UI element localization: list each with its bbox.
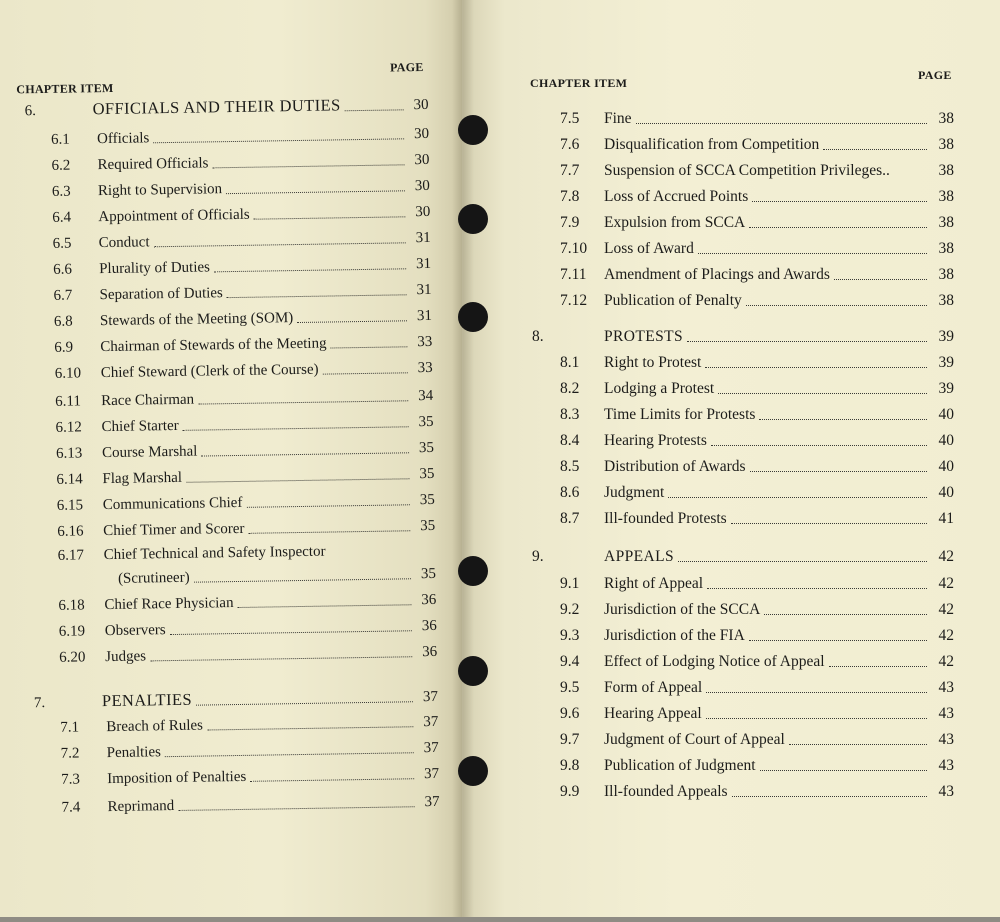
toc-item-number: 7.8	[560, 188, 580, 205]
toc-item-title: Time Limits for Protests	[604, 406, 756, 423]
toc-item-title: Chief Technical and Safety Inspector	[103, 543, 326, 564]
toc-item-title: Effect of Lodging Notice of Appeal	[604, 653, 825, 670]
toc-item-number: 7.12	[560, 292, 588, 309]
toc-row	[560, 601, 954, 619]
leader-dots	[823, 149, 927, 150]
leader-dots	[227, 294, 407, 298]
toc-row	[560, 627, 954, 645]
toc-row	[560, 432, 954, 450]
toc-item-title: Separation of Duties	[99, 285, 223, 304]
toc-item-title: Jurisdiction of the SCCA	[604, 601, 761, 618]
toc-item-number: 6.10	[54, 365, 82, 382]
toc-page-number: 39	[938, 328, 954, 345]
right-header-page: PAGE	[918, 68, 952, 82]
leader-dots	[749, 227, 927, 228]
toc-row	[57, 518, 435, 541]
leader-dots	[707, 588, 927, 589]
leader-dots	[752, 201, 927, 202]
toc-chapter-row	[24, 94, 428, 120]
leader-dots	[201, 452, 409, 456]
toc-page-number: 36	[421, 617, 437, 635]
toc-item-title: Reprimand	[107, 798, 175, 816]
toc-item-number: 9.	[532, 548, 544, 565]
toc-item-title: Right to Protest	[604, 354, 702, 371]
toc-page-number: 40	[938, 432, 954, 449]
toc-item-title: Right to Supervision	[97, 181, 223, 200]
toc-item-title: Communications Chief	[102, 494, 243, 514]
toc-row	[560, 406, 954, 424]
binder-hole	[458, 302, 488, 332]
toc-chapter-row	[532, 548, 954, 566]
toc-row	[55, 360, 433, 383]
toc-row	[51, 126, 429, 149]
toc-page-number: 42	[938, 627, 954, 644]
leader-dots	[731, 523, 927, 524]
toc-item-title: Chief Steward (Clerk of the Course)	[100, 361, 319, 382]
toc-row	[560, 705, 954, 723]
leader-dots	[345, 109, 404, 111]
leader-dots	[250, 778, 414, 782]
toc-item-number: 6.12	[55, 419, 82, 436]
toc-page-number: 43	[938, 731, 954, 748]
toc-page-number: 33	[417, 333, 433, 351]
toc-item-title: Amendment of Placings and Awards	[604, 266, 830, 283]
toc-item-number: 6.17	[57, 547, 85, 564]
toc-item-number: 6.1	[50, 131, 70, 148]
toc-item-number: 7.2	[60, 745, 80, 762]
toc-row	[55, 388, 433, 411]
leader-dots	[829, 666, 927, 667]
toc-item-title: Flag Marshal	[102, 469, 183, 488]
toc-item-title: Stewards of the Meeting (SOM)	[99, 310, 294, 330]
toc-item-number: 8.2	[560, 380, 580, 397]
leader-dots	[153, 138, 404, 143]
leader-dots	[238, 604, 412, 608]
leader-dots	[297, 320, 407, 323]
toc-row	[51, 152, 429, 175]
toc-item-title: PROTESTS	[604, 328, 683, 345]
toc-item-title: Disqualification from Competition	[604, 136, 820, 153]
leader-dots	[668, 497, 927, 498]
toc-item-number: 8.	[532, 328, 544, 345]
toc-item-number: 7.10	[560, 240, 588, 257]
toc-item-number: 9.6	[560, 705, 580, 722]
toc-row	[58, 542, 436, 565]
leader-dots	[178, 806, 414, 811]
leader-dots	[186, 478, 409, 483]
toc-item-title: Required Officials	[97, 155, 209, 174]
toc-item-number: 9.9	[560, 783, 580, 800]
leader-dots	[150, 656, 412, 661]
toc-page-number: 38	[938, 110, 954, 127]
leader-dots	[698, 253, 927, 254]
toc-item-title: Race Chairman	[101, 391, 195, 410]
leader-dots	[154, 242, 406, 247]
leader-dots	[323, 372, 408, 374]
toc-item-title: Chairman of Stewards of the Meeting	[100, 335, 327, 356]
toc-page-number: 30	[414, 177, 430, 195]
toc-item-number: 7.9	[560, 214, 580, 231]
toc-page-number: 38	[938, 136, 954, 153]
toc-page-number: 40	[938, 458, 954, 475]
toc-page-number: 38	[938, 162, 954, 179]
leader-dots	[165, 752, 414, 757]
toc-page-number: 35	[420, 565, 437, 583]
toc-row	[560, 731, 954, 749]
toc-row	[54, 308, 432, 331]
toc-item-title: Officials	[96, 130, 150, 148]
toc-item-number: 8.6	[560, 484, 580, 501]
right-header-chapter-item: CHAPTER ITEM	[530, 76, 628, 90]
leader-dots	[170, 630, 412, 635]
toc-page-number: 42	[938, 601, 954, 618]
leader-dots	[198, 400, 408, 404]
toc-item-title: Judgment of Court of Appeal	[604, 731, 785, 748]
toc-item-number: 8.7	[560, 510, 580, 527]
toc-item-number: 6.14	[56, 471, 83, 488]
toc-page-number: 35	[419, 491, 435, 509]
toc-row	[560, 110, 954, 128]
toc-item-number: 8.4	[560, 432, 580, 449]
toc-row-continuation	[118, 566, 436, 588]
toc-chapter-row	[34, 686, 438, 712]
toc-page-number: 40	[938, 484, 954, 501]
toc-item-title: Judgment	[604, 484, 665, 501]
toc-item-number: 9.8	[560, 757, 580, 774]
toc-item-number: 6.20	[59, 649, 86, 666]
toc-item-title: Lodging a Protest	[604, 380, 715, 397]
toc-row	[560, 653, 954, 671]
toc-row	[52, 178, 430, 201]
leader-dots	[834, 279, 927, 280]
toc-item-title: Expulsion from SCCA	[604, 214, 746, 231]
toc-item-title-continued: (Scrutineer)	[117, 569, 190, 587]
toc-row	[560, 214, 954, 232]
toc-row	[58, 592, 436, 615]
toc-row	[560, 162, 954, 180]
toc-item-title: Loss of Accrued Points	[604, 188, 749, 205]
toc-item-number: 7.7	[560, 162, 580, 179]
toc-row	[560, 510, 954, 528]
toc-item-number: 7.3	[61, 771, 81, 788]
toc-item-number: 9.5	[560, 679, 580, 696]
toc-item-number: 6.16	[57, 523, 84, 540]
toc-page-number: 37	[423, 739, 439, 757]
left-toc	[0, 0, 469, 922]
toc-item-number: 8.1	[560, 354, 580, 371]
toc-page-number: 30	[413, 96, 429, 114]
toc-row	[560, 354, 954, 372]
toc-item-number: 6.4	[52, 209, 72, 226]
toc-page-number: 33	[417, 359, 433, 377]
toc-page-number: 31	[416, 307, 433, 325]
toc-item-number: 7.1	[60, 719, 80, 736]
toc-page-number: 43	[938, 705, 954, 722]
toc-row	[560, 266, 954, 284]
toc-page-number: 39	[938, 354, 954, 371]
toc-row	[56, 440, 434, 463]
toc-item-title: PENALTIES	[101, 689, 193, 711]
toc-page-number: 42	[938, 653, 954, 670]
leader-dots	[764, 614, 927, 615]
toc-item-title: Chief Timer and Scorer	[103, 520, 245, 540]
toc-page-number: 38	[938, 292, 954, 309]
toc-page-number: 34	[418, 387, 434, 405]
toc-item-number: 9.7	[560, 731, 580, 748]
toc-row	[560, 136, 954, 154]
toc-row	[60, 714, 438, 737]
toc-page-number: 36	[422, 643, 438, 661]
toc-item-title: Chief Race Physician	[104, 595, 234, 614]
leader-dots	[711, 445, 927, 446]
toc-page-number: 43	[938, 679, 954, 696]
leader-dots	[746, 305, 927, 306]
toc-row	[59, 618, 437, 641]
toc-row	[560, 292, 954, 310]
toc-page-number: 38	[938, 188, 954, 205]
leader-dots	[732, 796, 927, 797]
toc-row	[53, 230, 431, 253]
toc-row	[560, 679, 954, 697]
toc-page-number: 35	[420, 517, 436, 535]
leader-dots	[196, 701, 413, 705]
leader-dots	[706, 718, 927, 719]
toc-item-title: Course Marshal	[101, 443, 198, 462]
leader-dots	[246, 504, 409, 508]
toc-page-number: 37	[423, 713, 439, 731]
toc-row	[560, 380, 954, 398]
toc-item-number: 8.5	[560, 458, 580, 475]
leader-dots	[718, 393, 927, 394]
toc-row	[560, 458, 954, 476]
toc-page-number: 36	[421, 591, 437, 609]
toc-item-number: 9.1	[560, 575, 580, 592]
toc-row	[55, 414, 433, 437]
toc-item-title: Jurisdiction of the FIA	[604, 627, 745, 644]
toc-item-number: 7.4	[61, 799, 81, 816]
toc-page-number: 38	[938, 214, 954, 231]
leader-dots	[749, 640, 927, 641]
toc-item-title: Suspension of SCCA Competition Privileges..	[604, 162, 890, 179]
toc-item-title: Imposition of Penalties	[107, 768, 247, 788]
toc-item-number: 6.3	[51, 183, 71, 200]
leader-dots	[183, 426, 409, 431]
leader-dots	[214, 268, 406, 272]
toc-row	[53, 282, 431, 305]
toc-item-title: Ill-founded Appeals	[604, 783, 728, 800]
toc-item-number: 9.2	[560, 601, 580, 618]
toc-item-number: 6.	[24, 103, 37, 120]
leader-dots	[687, 341, 927, 342]
toc-page-number: 43	[938, 757, 954, 774]
toc-item-title: Breach of Rules	[106, 717, 204, 736]
binder-hole	[458, 204, 488, 234]
toc-row	[57, 492, 435, 515]
toc-page-number: 31	[415, 255, 432, 273]
toc-item-title: Plurality of Duties	[99, 259, 211, 278]
toc-page-number: 35	[418, 439, 435, 457]
toc-item-number: 9.3	[560, 627, 580, 644]
toc-page-number: 41	[938, 510, 954, 527]
toc-item-number: 6.6	[53, 261, 73, 278]
binder-hole	[458, 115, 488, 145]
leader-dots	[194, 578, 411, 582]
toc-item-number: 7.11	[560, 266, 587, 283]
leader-dots	[750, 471, 927, 472]
toc-page-number: 30	[413, 125, 430, 143]
toc-item-title: Distribution of Awards	[604, 458, 746, 475]
toc-page-number: 31	[415, 229, 431, 247]
toc-row	[61, 766, 439, 789]
toc-item-number: 8.3	[560, 406, 580, 423]
leader-dots	[213, 164, 405, 168]
leader-dots	[254, 216, 406, 219]
toc-row	[560, 575, 954, 593]
toc-chapter-row	[532, 328, 954, 346]
toc-page-number: 38	[938, 240, 954, 257]
toc-item-title: Hearing Appeal	[604, 705, 702, 722]
leader-dots	[636, 123, 927, 124]
toc-row	[560, 240, 954, 258]
toc-item-number: 9.4	[560, 653, 580, 670]
toc-page-number: 37	[423, 765, 440, 783]
toc-page-number: 37	[422, 688, 439, 706]
leader-dots	[705, 367, 927, 368]
toc-item-number: 6.19	[58, 623, 86, 640]
toc-page-number: 30	[415, 203, 431, 221]
toc-item-number: 6.7	[53, 287, 73, 304]
toc-page-number: 43	[938, 783, 954, 800]
toc-page-number: 37	[424, 793, 440, 811]
toc-row	[53, 256, 431, 279]
leader-dots	[207, 726, 413, 730]
toc-page-number: 30	[414, 151, 430, 169]
toc-item-number: 6.5	[52, 235, 72, 252]
toc-row	[61, 794, 439, 817]
toc-page-number: 35	[418, 413, 434, 431]
toc-item-number: 7.5	[560, 110, 580, 127]
toc-item-number: 6.13	[55, 445, 83, 462]
toc-row	[560, 188, 954, 206]
toc-row	[59, 644, 437, 667]
toc-item-title: Right of Appeal	[604, 575, 704, 592]
leader-dots	[249, 530, 411, 534]
toc-page-number: 38	[938, 266, 954, 283]
leader-dots	[226, 190, 405, 194]
leader-dots	[760, 770, 927, 771]
toc-page-number: 42	[938, 575, 954, 592]
toc-item-number: 6.9	[54, 339, 74, 356]
toc-row	[560, 783, 954, 801]
toc-row	[54, 334, 432, 357]
leader-dots	[789, 744, 927, 745]
left-header-chapter-item: CHAPTER ITEM	[16, 80, 114, 97]
toc-item-title: Ill-founded Protests	[604, 510, 727, 527]
toc-row	[56, 466, 434, 489]
toc-row	[560, 757, 954, 775]
toc-row	[61, 740, 439, 763]
toc-item-title: Chief Starter	[101, 417, 179, 436]
toc-item-number: 6.18	[58, 597, 85, 614]
toc-item-number: 6.15	[56, 497, 84, 514]
left-header-page: PAGE	[389, 60, 424, 75]
leader-dots	[759, 419, 927, 420]
toc-item-number: 6.11	[55, 393, 82, 410]
toc-row	[52, 204, 430, 227]
toc-page-number: 39	[938, 380, 954, 397]
toc-item-title: Publication of Penalty	[604, 292, 742, 309]
toc-page-number: 35	[419, 465, 435, 483]
toc-item-title: Judges	[105, 648, 147, 666]
toc-item-title: Observers	[104, 622, 166, 640]
toc-item-number: 7.6	[560, 136, 580, 153]
toc-page-number: 42	[938, 548, 954, 565]
toc-item-number: 6.8	[53, 313, 73, 330]
toc-item-title: OFFICIALS AND THEIR DUTIES	[92, 95, 341, 119]
toc-item-title: Publication of Judgment	[604, 757, 756, 774]
toc-item-title: Fine	[604, 110, 632, 127]
leader-dots	[706, 692, 927, 693]
toc-item-title: Loss of Award	[604, 240, 694, 257]
toc-item-title: APPEALS	[604, 548, 674, 565]
toc-row	[560, 484, 954, 502]
leader-dots	[678, 561, 927, 562]
toc-page-number: 31	[416, 281, 432, 299]
toc-page-number: 40	[938, 406, 954, 423]
toc-item-title: Appointment of Officials	[98, 206, 250, 226]
toc-item-number: 7.	[33, 695, 46, 712]
toc-item-number: 6.2	[51, 157, 71, 174]
leader-dots	[331, 346, 408, 348]
toc-item-title: Hearing Protests	[604, 432, 707, 449]
toc-item-title: Conduct	[98, 234, 150, 252]
toc-item-title: Penalties	[106, 744, 162, 762]
toc-item-title: Form of Appeal	[604, 679, 703, 696]
